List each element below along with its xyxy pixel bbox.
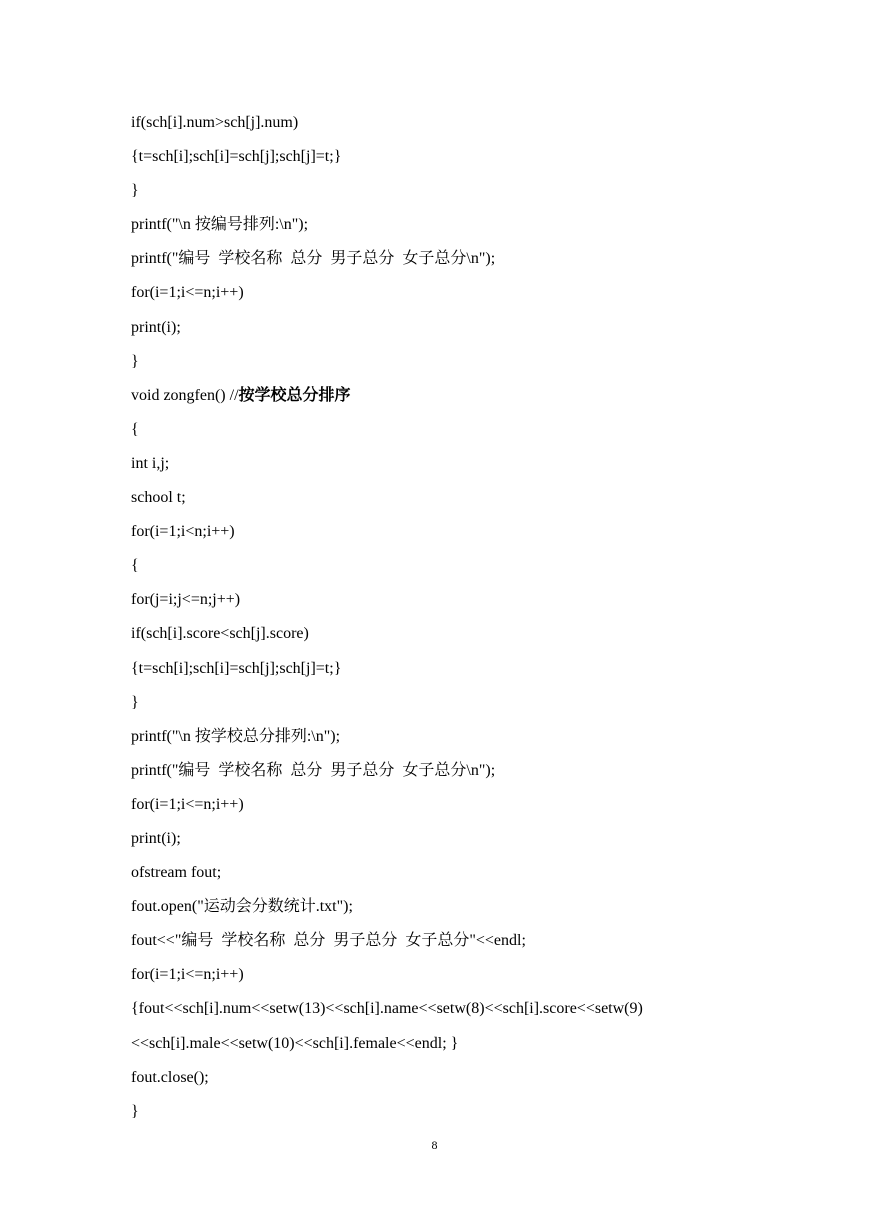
code-text: for(i=1;i<=n;i++) bbox=[131, 284, 244, 302]
code-text: {fout<<sch[i].num<<setw(13)<<sch[i].name<<setw(8)<<sch[i].score<<setw(9) bbox=[131, 1000, 643, 1018]
code-text: void zongfen() // bbox=[131, 386, 239, 404]
code-text: {t=sch[i];sch[i]=sch[j];sch[j]=t;} bbox=[131, 148, 342, 166]
code-text: <<sch[i].male<<setw(10)<<sch[i].female<<endl; } bbox=[131, 1034, 459, 1052]
code-text: printf("编号 学校名称 总分 男子总分 女子总分\n"); bbox=[131, 250, 496, 268]
code-line bbox=[131, 652, 831, 686]
code-line bbox=[131, 822, 831, 856]
code-line bbox=[131, 856, 831, 890]
code-line bbox=[131, 992, 831, 1026]
code-line bbox=[131, 549, 831, 583]
code-text: } bbox=[131, 182, 139, 200]
code-line bbox=[131, 447, 831, 481]
code-line bbox=[131, 311, 831, 345]
code-text: fout<<"编号 学校名称 总分 男子总分 女子总分"<<endl; bbox=[131, 932, 526, 950]
code-text: } bbox=[131, 1102, 139, 1120]
code-line bbox=[131, 1061, 831, 1095]
code-text: {t=sch[i];sch[i]=sch[j];sch[j]=t;} bbox=[131, 659, 342, 677]
code-text: for(i=1;i<=n;i++) bbox=[131, 795, 244, 813]
code-text: } bbox=[131, 352, 139, 370]
code-text: printf("\n 按编号排列:\n"); bbox=[131, 216, 309, 234]
code-text: fout.close(); bbox=[131, 1068, 209, 1086]
page-number: 8 bbox=[431, 1138, 438, 1152]
code-text: int i,j; bbox=[131, 454, 170, 472]
code-line bbox=[131, 1095, 831, 1129]
code-line bbox=[131, 617, 831, 651]
code-line bbox=[131, 890, 831, 924]
code-line bbox=[131, 174, 831, 208]
code-line bbox=[131, 788, 831, 822]
code-line bbox=[131, 106, 831, 140]
code-line bbox=[131, 140, 831, 174]
code-line bbox=[131, 379, 831, 413]
code-line bbox=[131, 276, 831, 310]
code-line bbox=[131, 208, 831, 242]
code-line bbox=[131, 413, 831, 447]
code-line bbox=[131, 345, 831, 379]
code-text: ofstream fout; bbox=[131, 864, 222, 882]
code-text: { bbox=[131, 420, 139, 438]
code-line bbox=[131, 1027, 831, 1061]
code-line bbox=[131, 686, 831, 720]
code-text: { bbox=[131, 557, 139, 575]
code-line bbox=[131, 515, 831, 549]
code-text: printf("\n 按学校总分排列:\n"); bbox=[131, 727, 341, 745]
code-line bbox=[131, 242, 831, 276]
code-text: print(i); bbox=[131, 318, 181, 336]
code-line bbox=[131, 754, 831, 788]
code-line bbox=[131, 481, 831, 515]
code-text: school t; bbox=[131, 489, 186, 507]
code-line bbox=[131, 583, 831, 617]
code-line bbox=[131, 958, 831, 992]
code-text: for(i=1;i<=n;i++) bbox=[131, 966, 244, 984]
code-text: printf("编号 学校名称 总分 男子总分 女子总分\n"); bbox=[131, 761, 496, 779]
code-text: if(sch[i].num>sch[j].num) bbox=[131, 114, 299, 131]
code-text: print(i); bbox=[131, 829, 181, 847]
code-block bbox=[131, 106, 831, 1129]
code-text: fout.open("运动会分数统计.txt"); bbox=[131, 898, 353, 916]
code-text: if(sch[i].score<sch[j].score) bbox=[131, 625, 309, 643]
code-comment-bold: 按学校总分排序 bbox=[238, 386, 351, 404]
code-text: } bbox=[131, 693, 139, 711]
code-text: for(j=i;j<=n;j++) bbox=[131, 591, 241, 609]
code-line bbox=[131, 924, 831, 958]
code-text: for(i=1;i<n;i++) bbox=[131, 523, 235, 541]
code-line bbox=[131, 720, 831, 754]
